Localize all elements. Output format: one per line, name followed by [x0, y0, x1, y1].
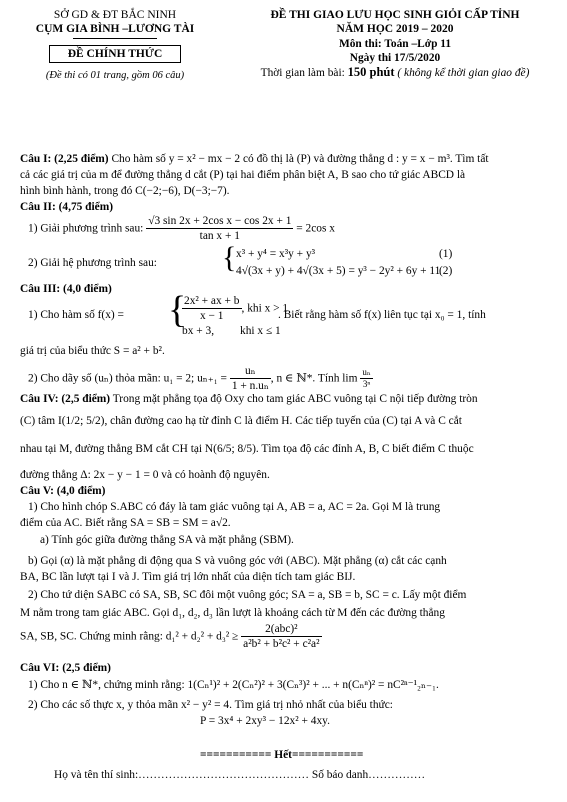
- q3-p1-label: 1) Cho hàm số f(x) =: [28, 309, 124, 321]
- department-name: SỞ GD & ĐT BẮC NINH: [53, 9, 177, 21]
- q2-p1-rhs: = 2cos x: [293, 222, 335, 235]
- q5-l8-num: 2(abc)²: [241, 622, 321, 637]
- exam-duration: [236, 65, 554, 81]
- q2-system-brace: {: [222, 241, 237, 274]
- q2-eq-1-number: (1): [439, 248, 453, 260]
- q3-p1-tail: . Biết rằng hàm số f(x) liên tục tại x₀ = 1, tính: [278, 309, 486, 321]
- q4-line-4: đường thẳng Δ: 2x − y − 1 = 0 và có hoành độ nguyên.: [20, 469, 270, 481]
- q3-case-1-fraction: [182, 294, 242, 324]
- q3-p2-tail: , n ∈ ℕ*. Tính lim: [270, 372, 358, 385]
- q3-case-1: [182, 294, 288, 324]
- q3-case-1-cond: , khi x > 1: [241, 302, 289, 315]
- q3-limit-num: uₙ: [360, 367, 372, 379]
- duration-value: 150 phút: [347, 65, 395, 80]
- exam-page-note: (Đề thi có 01 trang, gồm 06 câu): [45, 70, 185, 82]
- q2-heading: Câu II: (4,75 điểm): [20, 201, 114, 213]
- header-left: [10, 8, 220, 82]
- q5-line-2: điểm của AC. Biết rằng SA = SB = SM = a√2.: [20, 517, 231, 529]
- q5-heading: Câu V: (4,0 điểm): [20, 485, 106, 497]
- subject: Môn thi: Toán –Lớp 11: [338, 37, 452, 50]
- q5-line-1: 1) Cho hình chóp S.ABC có đáy là tam giác vuông tại A, AB = a, AC = 2a. Gọi M là trung: [28, 501, 441, 513]
- q5-l8-text: SA, SB, SC. Chứng minh rằng: d₁² + d₂² + d₃² ≥: [20, 630, 242, 643]
- q2-part-2-label: 2) Giải hệ phương trình sau:: [28, 257, 157, 269]
- q4-text-1: Trong mặt phẳng tọa độ Oxy cho tam giác ABC vuông tại C nội tiếp đường tròn: [110, 393, 478, 405]
- q5-l8-den: a²b² + b²c² + c²a²: [243, 638, 320, 651]
- school-year: NĂM HỌC 2019 – 2020: [336, 23, 454, 36]
- q3-p2-fraction: [230, 364, 271, 394]
- q6-heading: Câu VI: (2,5 điểm): [20, 662, 111, 674]
- q2-p1-fraction: [146, 214, 293, 244]
- q6-line-1: 1) Cho n ∈ ℕ*, chứng minh rằng: 1(Cₙ¹)² + 2(Cₙ²)² + 3(Cₙ³)² + ... + n(Cₙⁿ)² = nC²ⁿ⁻¹₂ₙ₋₁.: [28, 679, 439, 691]
- q2-p1-denominator: tan x + 1: [199, 230, 240, 243]
- q2-p1-numerator: √3 sin 2x + 2cos x − cos 2x + 1: [146, 214, 293, 229]
- q2-p1-label: 1) Giải phương trình sau:: [28, 222, 147, 235]
- q3-p2-label: 2) Cho dãy số (uₙ) thỏa mãn: u₁ = 2; uₙ₊₁ =: [28, 372, 230, 385]
- q3-case-2: bx + 3,: [182, 325, 215, 337]
- q5-line-5: BA, BC lần lượt tại I và J. Tìm giá trị lớn nhất của diện tích tam giác BIJ.: [20, 571, 356, 583]
- q3-p2-den: 1 + n.uₙ: [231, 380, 269, 393]
- q2-eq-1: x³ + y⁴ = x³y + y³: [236, 248, 316, 260]
- q4-line-1: [20, 392, 478, 406]
- q5-l8-fraction: [241, 622, 321, 652]
- q4-line-2: (C) tâm I(1/2; 5/2), chân đường cao hạ từ đỉnh C là điểm H. Các tiếp tuyến của (C) tại A và C cắt: [20, 415, 462, 427]
- q6-line-2: 2) Cho các số thực x, y thỏa mãn x² − y² = 4. Tìm giá trị nhỏ nhất của biểu thức:: [28, 699, 393, 711]
- q1-heading: Câu I: (2,25 điểm): [20, 153, 109, 165]
- q3-piecewise-brace: {: [168, 289, 187, 331]
- exam-title: ĐỀ THI GIAO LƯU HỌC SINH GIỎI CẤP TỈNH: [270, 9, 520, 21]
- q5-line-8: [20, 622, 322, 652]
- q3-limit-den: 3ⁿ: [362, 379, 371, 390]
- q3-case-1-num: 2x² + ax + b: [182, 294, 242, 309]
- q6-line-3: P = 3x⁴ + 2xy³ − 12x² + 4xy.: [200, 715, 330, 727]
- q3-heading: Câu III: (4,0 điểm): [20, 283, 112, 295]
- q2-eq-2: 4√(3x + y) + 4√(3x + 5) = y³ − 2y² + 6y + 11: [236, 265, 441, 277]
- q2-eq-2-number: (2): [439, 265, 453, 277]
- q1-line-2: cả các giá trị của m để đường thẳng d cắt (P) tại hai điểm phân biệt A, B sao cho tứ giác ABCD là: [20, 169, 466, 181]
- duration-label: Thời gian làm bài:: [260, 67, 348, 80]
- q3-p1-line-2: giá trị của biểu thức S = a² + b².: [20, 345, 165, 357]
- header-divider: [73, 38, 157, 39]
- q4-heading: Câu IV: (2,5 điểm): [20, 393, 111, 405]
- q2-part-1: [28, 214, 335, 244]
- q1-line-3: hình bình hành, trong đó C(−2;−6), D(−3;−7).: [20, 185, 230, 197]
- q3-p2-num: uₙ: [230, 364, 271, 379]
- q1-text-1: Cho hàm số y = x² − mx − 2 có đồ thị là (P) và đường thẳng d : y = x − m³. Tìm tất: [108, 153, 489, 165]
- q3-case-1-den: x − 1: [199, 310, 224, 323]
- duration-note: ( không kể thời gian giao đề): [394, 67, 530, 80]
- exam-date: Ngày thi 17/5/2020: [349, 52, 441, 64]
- q3-limit-fraction: [360, 367, 372, 391]
- header-right: [236, 8, 554, 81]
- candidate-info: Họ và tên thí sinh:……………………………………… Số báo danh……………: [54, 769, 426, 781]
- q3-part-2: [28, 364, 373, 394]
- q3-case-2-cond: khi x ≤ 1: [240, 325, 281, 337]
- q1-line-1: [20, 152, 489, 166]
- q5-line-7: M nằm trong tam giác ABC. Gọi d₁, d₂, d₃ lần lượt là khoảng cách từ M đến các đường thẳng: [20, 607, 445, 619]
- q5-line-6: 2) Cho tứ diện SABC có SA, SB, SC đôi một vuông góc; SA = a, SB = b, SC = c. Lấy một điểm: [28, 589, 467, 601]
- q5-line-4: b) Gọi (α) là mặt phẳng di động qua S và vuông góc với (ABC). Mặt phẳng (α) cắt các cạnh: [28, 555, 447, 567]
- q4-line-3: nhau tại M, đường thẳng BM cắt CH tại N(6/5; 8/5). Tìm tọa độ các đỉnh A, B, C biết điểm C thuộc: [20, 443, 474, 455]
- q5-line-3: a) Tính góc giữa đường thẳng SA và mặt phẳng (SBM).: [40, 534, 294, 546]
- cluster-name: CỤM GIA BÌNH –LƯƠNG TÀI: [35, 23, 195, 36]
- official-exam-badge: ĐỀ CHÍNH THỨC: [49, 45, 182, 63]
- end-marker: =========== Hết===========: [200, 749, 364, 761]
